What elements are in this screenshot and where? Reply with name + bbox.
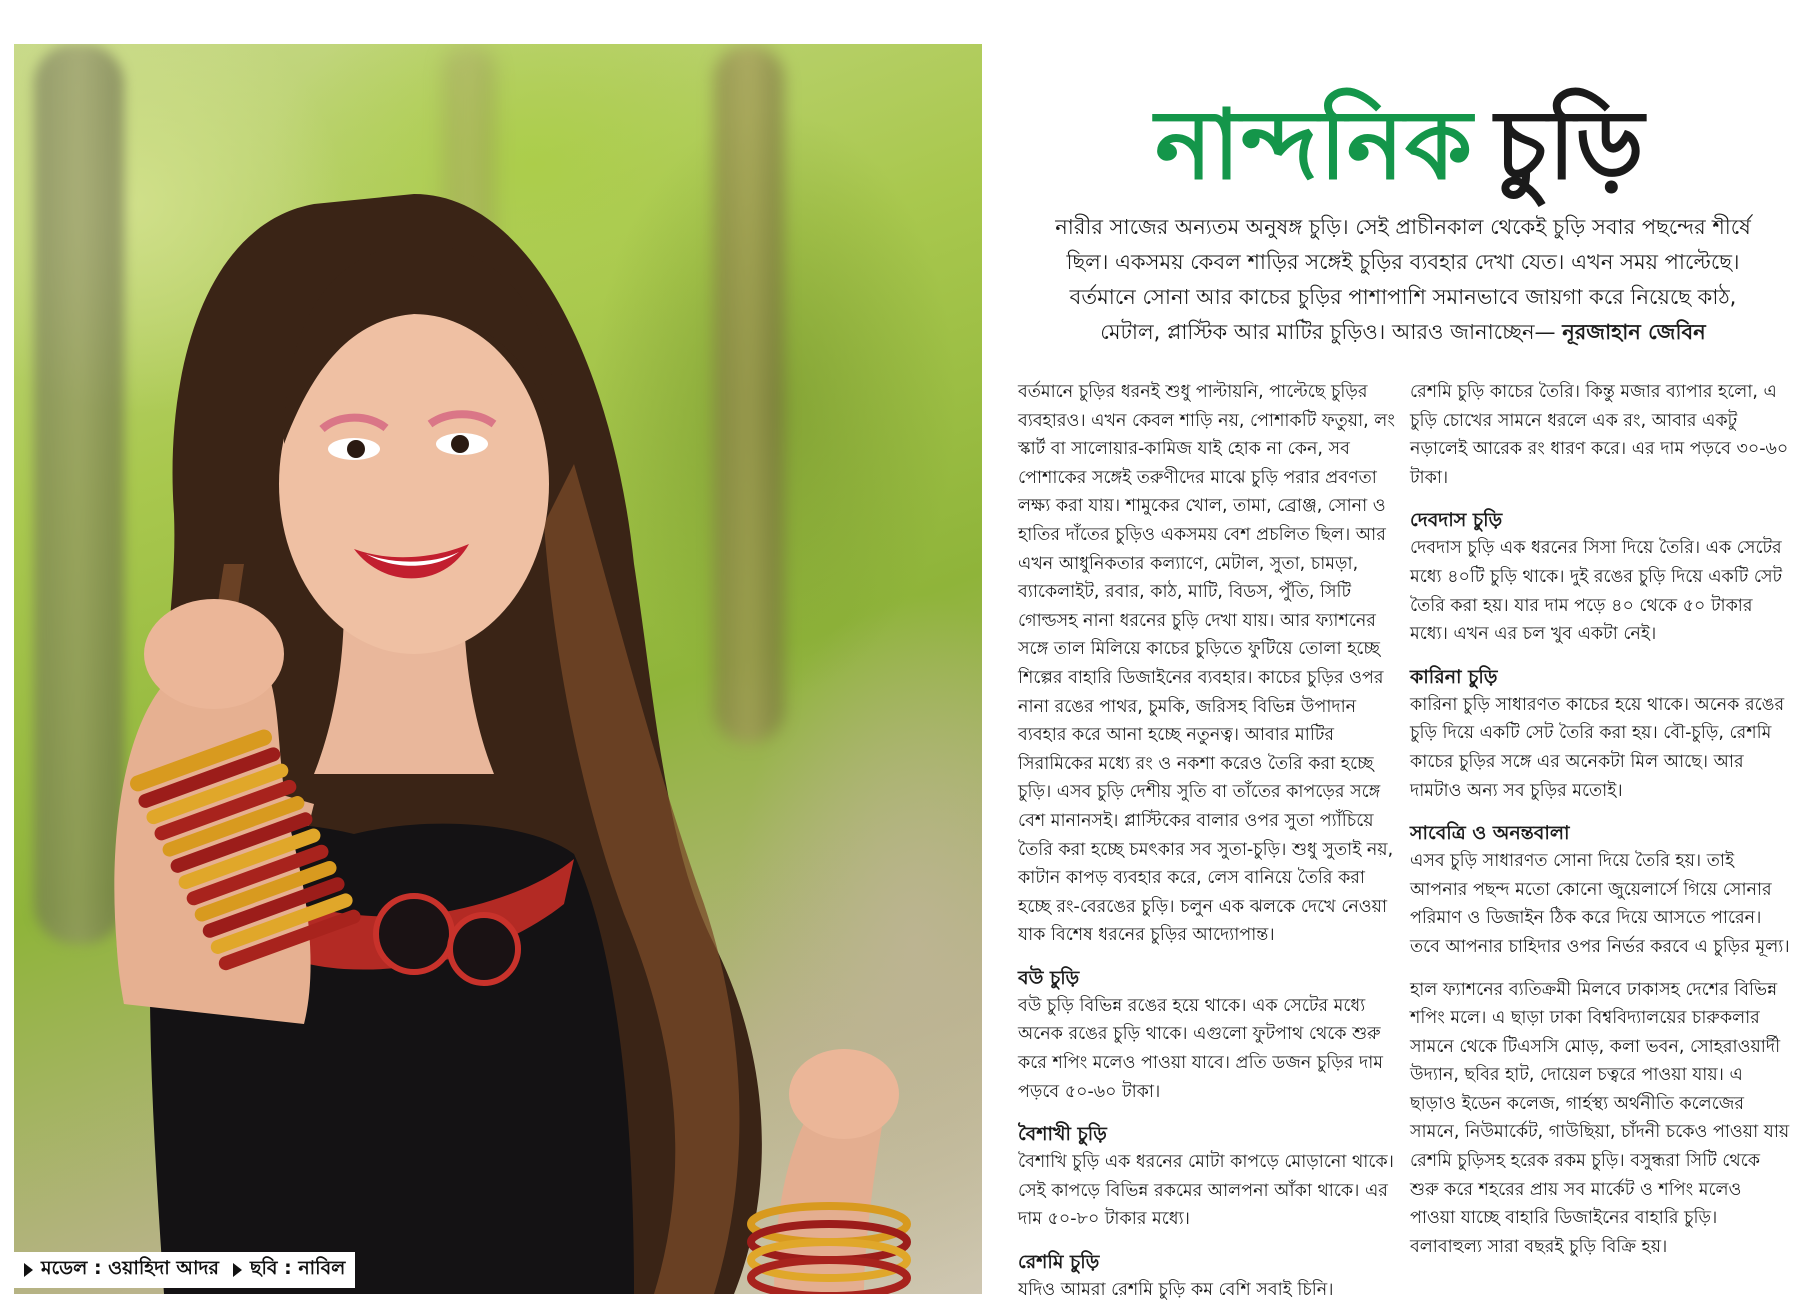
left-column [1018, 378, 1398, 1305]
section-body-reshmi-churi: যদিও আমরা রেশমি চুড়ি কম বেশি সবাই চিনি। [1018, 1280, 1334, 1301]
intro-last-line: মেটাল, প্লাস্টিক আর মাটির চুড়িও। আরও জানাচ্ছেন— [1100, 320, 1556, 344]
section-body-boishakhi-churi: বৈশাখি চুড়ি এক ধরনের মোটা কাপড়ে মোড়ানো থাকে। সেই কাপড়ে বিভিন্ন রকমের আলপনা আঁকা থাকে। এর দাম ৫০-৮০ টাকার মধ্যে। [1018, 1152, 1394, 1230]
caret-right-icon [24, 1263, 33, 1277]
section-body-debdas-churi: দেবদাস চুড়ি এক ধরনের সিসা দিয়ে তৈরি। এক সেটের মধ্যে ৪০টি চুড়ি থাকে। দুই রঙের চুড়ি দিয়ে একটি সেট তৈরি করা হয়। যার দাম পড়ে ৪০ থেকে ৫০ টাকার মধ্যে। এখন এর চল খুব একটা নেই। [1410, 538, 1783, 645]
intro-line: নারীর সাজের অন্যতম অনুষঙ্গ চুড়ি। সেই প্রাচীনকাল থেকেই চুড়ি সবার পছন্দের শীর্ষে [1055, 215, 1751, 239]
author-name: নূরজাহান জেবিন [1562, 320, 1706, 344]
left-intro-paragraph: বর্তমানে চুড়ির ধরনই শুধু পাল্টায়নি, পাল্টেছে চুড়ির ব্যবহারও। এখন কেবল শাড়ি নয়, পোশাকটি ফতুয়া, লং স্কার্ট বা সালোয়ার-কামিজ যাই হোক না কেন, সব পোশাকের সঙ্গেই তরুণীদের মাঝে চুড়ি পরার প্রবণতা লক্ষ্য করা যায়। শামুকের খোল, তামা, ব্রোঞ্জ, সোনা ও হাতির দাঁতের চুড়িও একসময় বেশ প্রচলিত ছিল। আর এখন আধুনিকতার কল্যাণে, মেটাল, সুতা, চামড়া, ব্যাকেলাইট, রবার, কাঠ, মাটি, বিডস, পুঁতি, সিটি গোল্ডসহ নানা ধরনের চুড়ি দেখা যায়। আর ফ্যাশনের সঙ্গে তাল মিলিয়ে কাচের চুড়িতে ফুটিয়ে তোলা হচ্ছে শিল্পের বাহারি ডিজাইনের ব্যবহার। কাচের চুড়ির ওপর নানা রঙের পাথর, চুমকি, জরিসহ বিভিন্ন উপাদান ব্যবহার করে আনা হচ্ছে নতুনত্ব। আবার মাটির সিরামিকের মধ্যে রং ও নকশা করেও তৈরি করা হচ্ছে চুড়ি। এসব চুড়ি দেশীয় সুতি বা তাঁতের কাপড়ের সঙ্গে বেশ মানানসই। প্লাস্টিকের বালার ওপর সুতা প্যাঁচিয়ে তৈরি করা হচ্ছে চমৎকার সব সুতা-চুড়ি। শুধু সুতাই নয়, কাটান কাপড় ব্যবহার করে, লেস বানিয়ে তৈরি করা হচ্ছে রং-বেরঙের চুড়ি। চলুন এক ঝলকে দেখে নেওয়া যাক বিশেষ ধরনের চুড়ির আদ্যোপান্ত। [1018, 382, 1395, 946]
dress-flower-1 [376, 896, 452, 972]
hand-raised [144, 599, 284, 709]
headline-part-1: নান্দনিক [1155, 88, 1474, 201]
section-body-sabetri-anantabala: এসব চুড়ি সাধারণত সোনা দিয়ে তৈরি হয়। তাই আপনার পছন্দ মতো কোনো জুয়েলার্সে গিয়ে সোনার পরিমাণ ও ডিজাইন ঠিক করে দিয়ে আসতে পারেন। তবে আপনার চাহিদার ওপর নির্ভর করবে এ চুড়ির মূল্য। [1410, 851, 1790, 957]
article-headline [1010, 50, 1790, 200]
intro-line: বর্তমানে সোনা আর কাচের চুড়ির পাশাপাশি সমানভাবে জায়গা করে নিয়েছে কাঠ, [1069, 285, 1737, 309]
right-intro-paragraph: রেশমি চুড়ি কাচের তৈরি। কিন্তু মজার ব্যাপার হলো, এ চুড়ি চোখের সামনে ধরলে এক রং, আবার একটু নড়ালেই আরেক রং ধারণ করে। এর দাম পড়বে ৩০-৬০ টাকা। [1410, 382, 1789, 488]
headline-part-2: চুড়ি [1495, 88, 1645, 201]
section-title-boishakhi-churi: বৈশাখী চুড়ি [1018, 1123, 1107, 1146]
section-title-sabetri-anantabala: সাবেত্রি ও অনন্তবালা [1410, 822, 1570, 845]
hand-right [789, 1049, 899, 1139]
section-title-karina-churi: কারিনা চুড়ি [1410, 665, 1498, 688]
section-body-karina-churi: কারিনা চুড়ি সাধারণত কাচের হয়ে থাকে। অনেক রঙের চুড়ি দিয়ে একটি সেট তৈরি করা হয়। বৌ-চুড়ি, রেশমি কাচের চুড়ির সঙ্গে এর অনেকটা মিল আছে। আর দামটাও অন্য সব চুড়ির মতোই। [1410, 694, 1785, 801]
photographer-credit: ছবি : নাবিল [249, 1257, 346, 1279]
article-intro [1018, 210, 1788, 350]
intro-line [1018, 315, 1788, 350]
closing-paragraph: হাল ফ্যাশনের ব্যতিক্রমী মিলবে ঢাকাসহ দেশের বিভিন্ন শপিং মলে। এ ছাড়া ঢাকা বিশ্ববিদ্যালয়ের চারুকলার সামনে থেকে টিএসসি মোড়, কলা ভবন, সোহরাওয়ার্দী উদ্যান, ছবির হাট, দোয়েল চত্বরে পাওয়া যায়। এ ছাড়াও ইডেন কলেজ, গার্হস্থ্য অর্থনীতি কলেজের সামনে, নিউমার্কেট, গাউছিয়া, চাঁদনী চকেও পাওয়া যায় রেশমি চুড়িসহ হরেক রকম চুড়ি। বসুন্ধরা সিটি থেকে শুরু করে শহরের প্রায় সব মার্কেট ও শপিং মলেও পাওয়া যাচ্ছে বাহারি ডিজাইনের বাহারি চুড়ি। বলাবাহুল্য সারা বছরই চুড়ি বিক্রি হয়। [1410, 979, 1790, 1257]
caret-right-icon [233, 1263, 242, 1277]
model-credit: মডেল : ওয়াহিদা আদর [41, 1257, 219, 1279]
section-title-debdas-churi: দেবদাস চুড়ি [1410, 509, 1503, 532]
intro-line: ছিল। একসময় কেবল শাড়ির সঙ্গেই চুড়ির ব্যবহার দেখা যেত। এখন সময় পাল্টেছে। [1066, 250, 1740, 274]
dress-flower-2 [450, 915, 518, 983]
photo-credit [14, 1252, 355, 1288]
section-title-bou-churi: বউ চুড়ি [1018, 966, 1080, 989]
section-body-bou-churi: বউ চুড়ি বিভিন্ন রঙের হয়ে থাকে। এক সেটের মধ্যে অনেক রঙের চুড়ি থাকে। এগুলো ফুটপাথ থেকে শুরু করে শপিং মলেও পাওয়া যাবে। প্রতি ডজন চুড়ির দাম পড়বে ৫০-৬০ টাকা। [1018, 995, 1383, 1102]
model-photo [14, 44, 982, 1294]
section-title-reshmi-churi: রেশমি চুড়ি [1018, 1251, 1100, 1274]
right-column [1410, 378, 1790, 1261]
model-illustration [14, 44, 982, 1294]
